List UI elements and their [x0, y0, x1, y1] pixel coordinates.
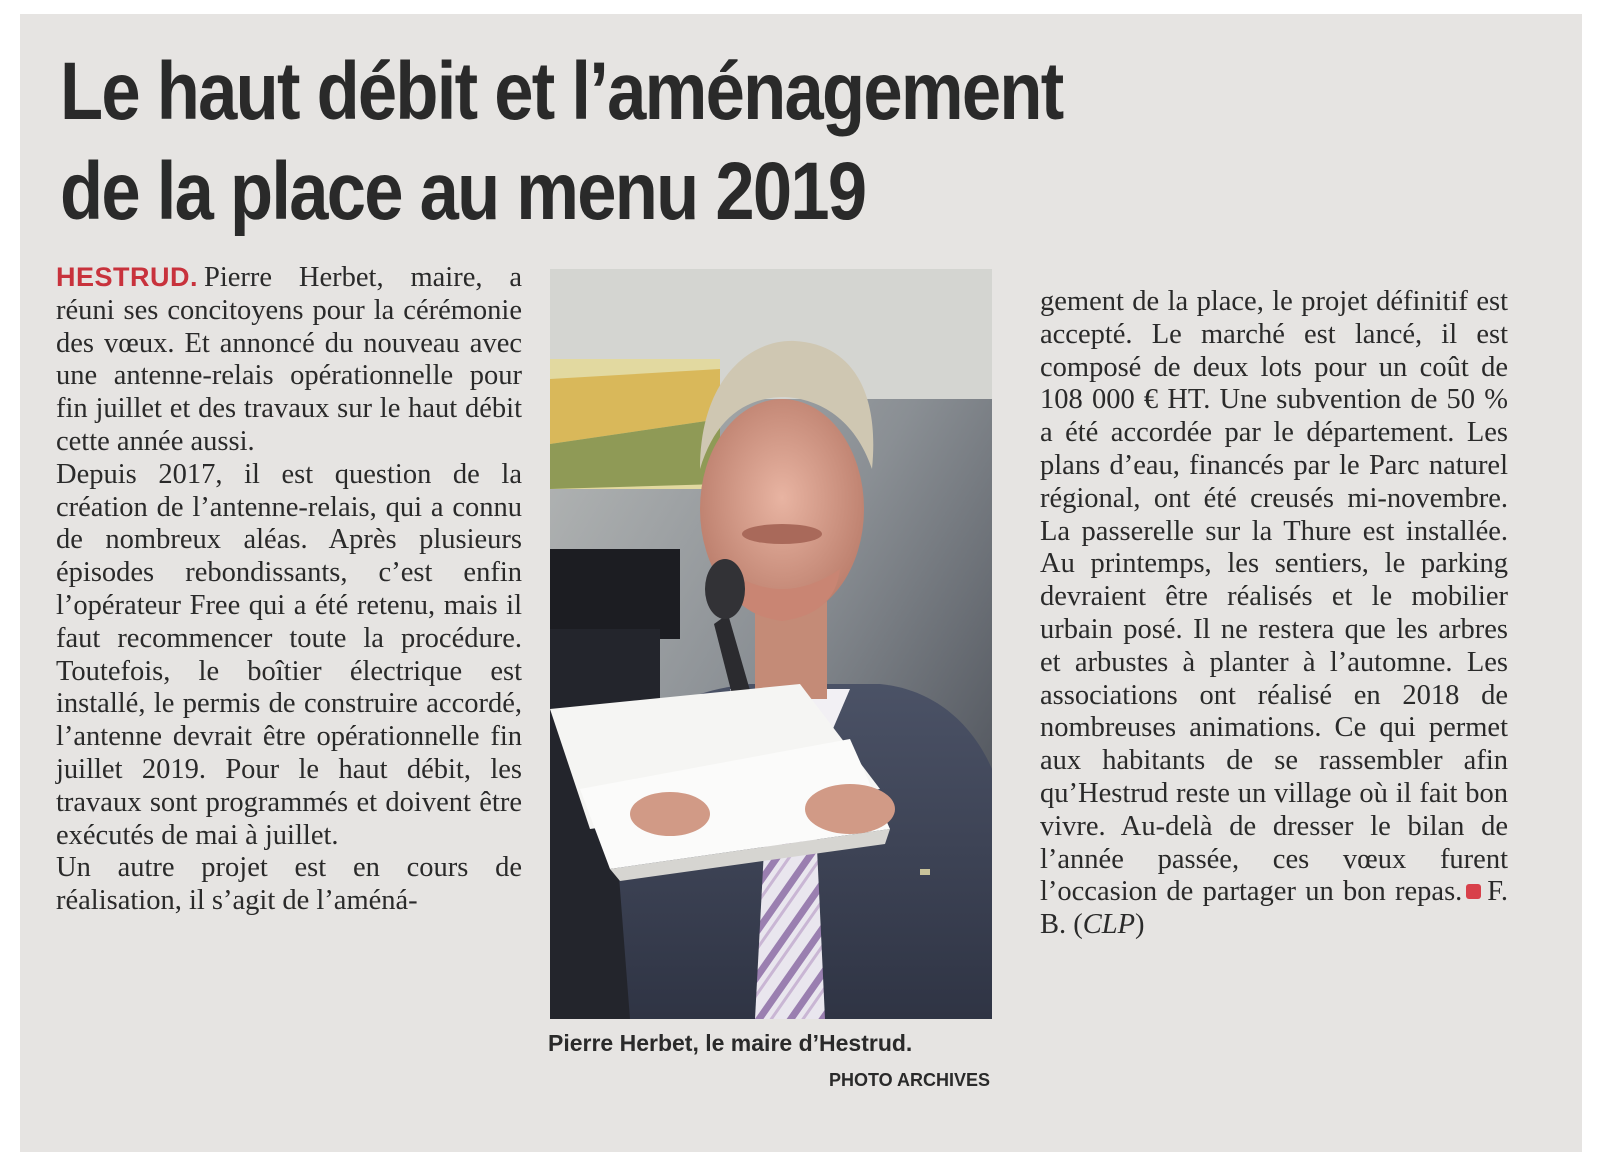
- headline-line-2: de la place au menu 2019: [60, 146, 866, 237]
- signature-source: CLP: [1082, 909, 1136, 941]
- paragraph-intro: [56, 261, 522, 459]
- red-square-icon: [1466, 884, 1481, 899]
- signature-initials: F. B. (: [1040, 876, 1508, 941]
- article-column-left: [56, 261, 522, 918]
- paragraph-project-start: Un autre projet est en cours de réalisation, il s’agit de l’améná-: [56, 852, 522, 917]
- newspaper-clipping: [20, 14, 1582, 1152]
- article-column-right: [1040, 286, 1508, 942]
- paragraph-place-text: gement de la place, le projet définitif est accepté. Le marché est lancé, il est composé de deux lots pour un coût de 108 000 € HT. Une subvention de 50 % a été accordée par le département. Les plans d’eau, financés par le Parc naturel régional, ont été creusés mi-novembre. La passerelle sur la Thure est installée. Au printemps, les sentiers, le parking devraient être réalisés et le mobilier urbain posé. Il ne restera que les arbres et arbustes à planter à l’automne. Les associations ont réalisé en 2018 de nombreuses animations. Ce qui permet aux habitants de se rassembler afin qu’Hestrud reste un village où il fait bon vivre. Au-delà de dresser le bilan de l’année passée, ces vœux furent l’occasion de partager un bon repas.: [1040, 286, 1508, 908]
- mayor-photo-illustration: [550, 269, 992, 1019]
- headline-line-1: Le haut débit et l’aménagement: [60, 46, 1063, 137]
- photo-credit: PHOTO ARCHIVES: [828, 1070, 990, 1090]
- article-headline: [60, 42, 1062, 242]
- paragraph-intro-text: Pierre Herbet, maire, a réuni ses concitoyens pour la cérémonie des vœux. Et annoncé du nouveau avec une antenne-relais opérationnelle pour fin juillet et des travaux sur le haut débit cette année aussi.: [56, 262, 522, 457]
- dateline: HESTRUD.: [56, 262, 199, 292]
- photo-caption: Pierre Herbet, le maire d’Hestrud.: [548, 1030, 913, 1056]
- paragraph-place: [1040, 286, 1508, 942]
- signature-close: ): [1135, 909, 1145, 941]
- mayor-photo: [550, 269, 992, 1019]
- paragraph-antenna: Depuis 2017, il est question de la création de l’antenne-relais, qui a connu de nombreux aléas. Après plusieurs épisodes rebondissants, c’est enfin l’opérateur Free qui a été retenu, mais il faut recommencer toute la procédure. Toutefois, le boîtier électrique est installé, le permis de construire accordé, l’antenne devrait être opérationnelle fin juillet 2019. Pour le haut débit, les travaux sont programmés et doivent être exécutés de mai à juillet.: [56, 458, 522, 851]
